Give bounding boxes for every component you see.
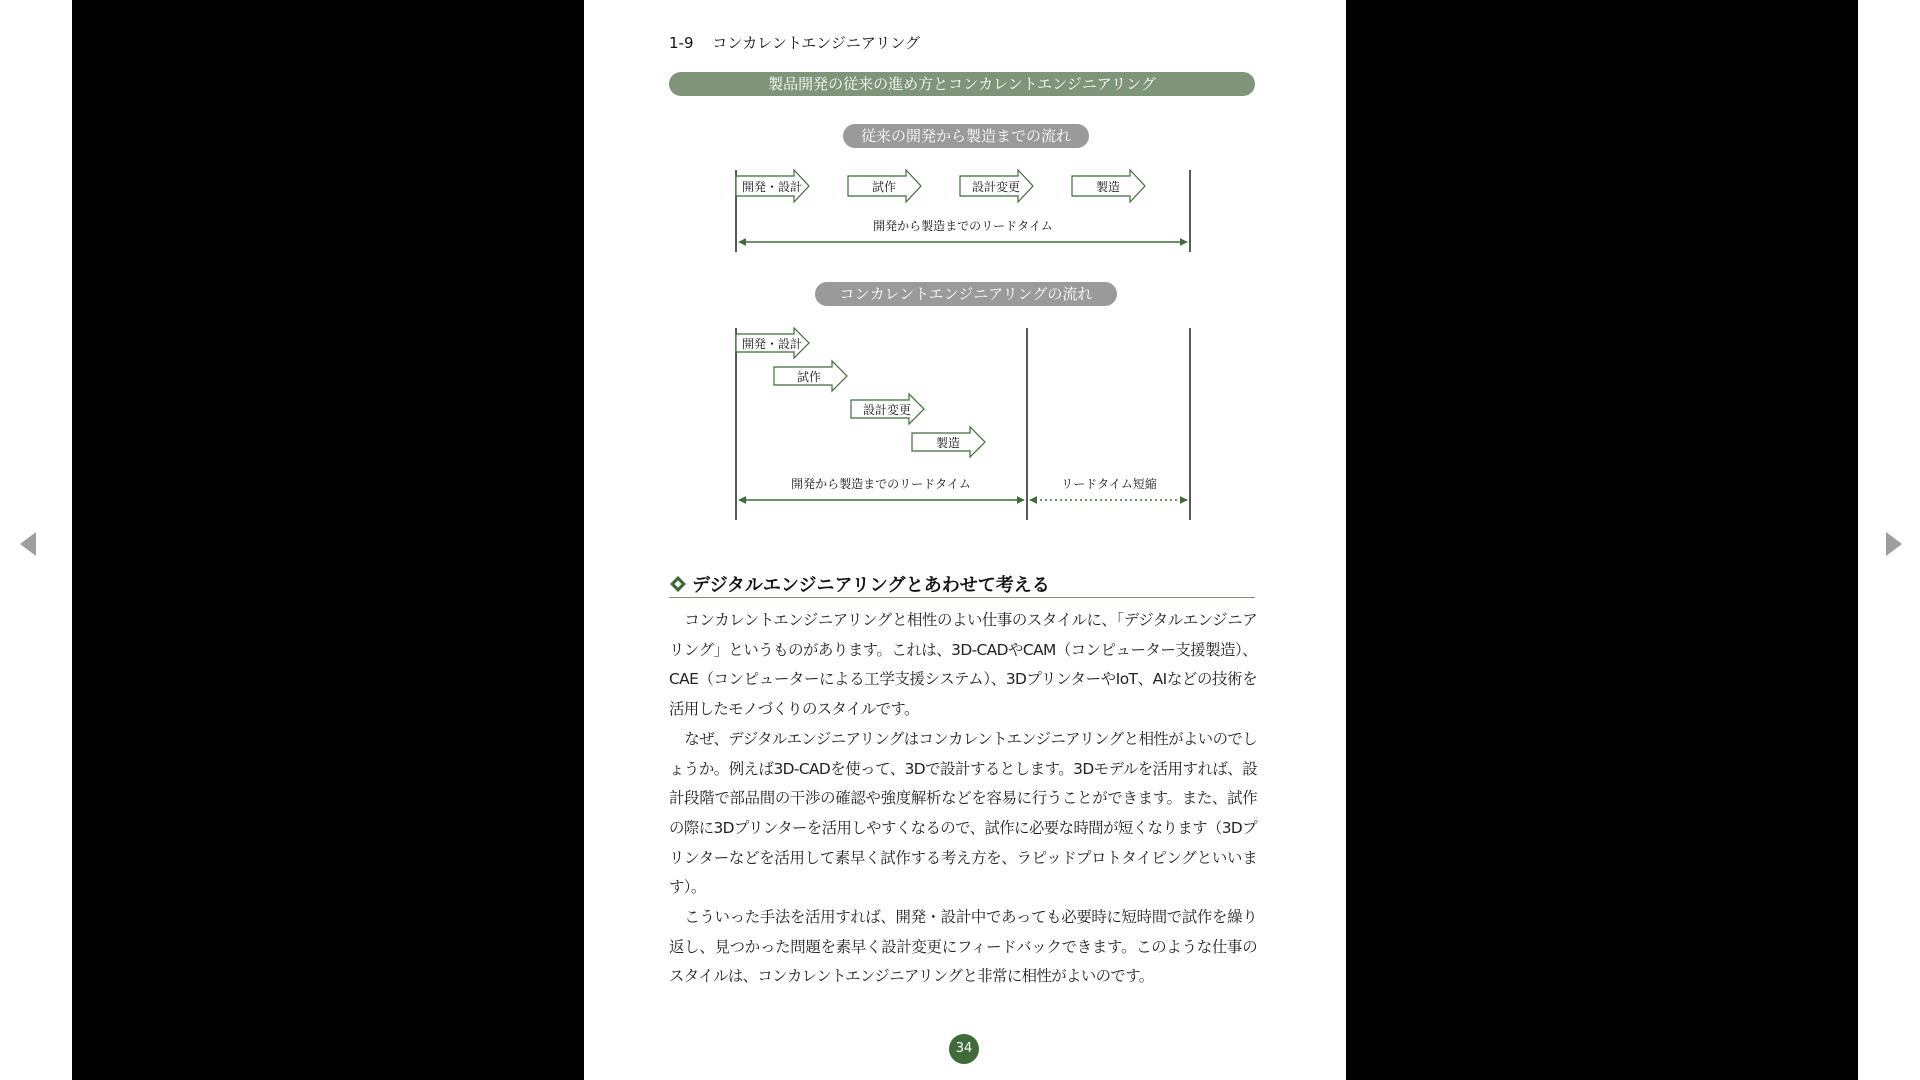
concurrent-step-label: 試作 <box>796 370 822 384</box>
next-page-button[interactable] <box>1880 524 1910 564</box>
concurrent-step-label: 開発・設計 <box>741 337 803 351</box>
page-number-badge: 34 <box>949 1034 979 1064</box>
traditional-lead-time-label: 開発から製造までのリードタイム <box>873 219 1053 233</box>
section-number: 1-9 <box>669 34 694 52</box>
section-title: コンカレントエンジニアリング <box>712 34 921 52</box>
section-heading <box>669 571 1255 598</box>
previous-page-button[interactable] <box>12 524 42 564</box>
concurrent-flow-label: コンカレントエンジニアリングの流れ <box>815 282 1117 306</box>
paragraph: こういった手法を活用すれば、開発・設計中であっても必要時に短時間で試作を繰り返し、見つかった問題を素早く設計変更にフィードバックできます。このような仕事のスタイルは、コンカレントエンジニアリングと非常に相性がよいのです。 <box>669 908 1257 986</box>
paragraph: なぜ、デジタルエンジニアリングはコンカレントエンジニアリングと相性がよいのでしょうか。例えば3D-CADを使って、3Dで設計するとします。3Dモデルを活用すれば、設計段階で部品間の干渉の確認や強度解析などを容易に行うことができます。また、試作の際に3Dプリンターを活用しやすくなるので、試作に必要な時間が短くなります（3Dプリンターなどを活用して素早く試作する考え方を、ラピッドプロトタイピングといいます）。 <box>669 729 1257 897</box>
book-page <box>584 0 1346 1080</box>
triangle-left-icon <box>12 524 42 564</box>
traditional-flow-label: 従来の開発から製造までの流れ <box>843 124 1089 148</box>
concurrent-step-label: 設計変更 <box>862 403 912 417</box>
diamond-bullet-icon <box>669 575 687 593</box>
traditional-step-label: 試作 <box>871 180 897 194</box>
process-flow-diagram <box>584 150 1346 530</box>
paragraph: コンカレントエンジニアリングと相性のよい仕事のスタイルに、「デジタルエンジニアリング」というものがあります。これは、3D-CADやCAM（コンピューター支援製造）、CAE（コンピューターによる工学支援システム）、3DプリンターやIoT、AIなどの技術を活用したモノづくりのスタイルです。 <box>669 611 1257 719</box>
section-heading-text: デジタルエンジニアリングとあわせて考える <box>692 575 1050 596</box>
page-header <box>669 32 920 53</box>
figure-banner: 製品開発の従来の進め方とコンカレントエンジニアリング <box>669 72 1255 96</box>
body-text <box>669 606 1257 992</box>
traditional-step-label: 設計変更 <box>971 180 1021 194</box>
traditional-step-label: 製造 <box>1095 180 1121 194</box>
traditional-step-label: 開発・設計 <box>741 180 803 194</box>
concurrent-step-label: 製造 <box>935 436 961 450</box>
lead-time-reduction-label: リードタイム短縮 <box>1061 477 1157 491</box>
triangle-right-icon <box>1880 524 1910 564</box>
concurrent-lead-time-label: 開発から製造までのリードタイム <box>791 477 971 491</box>
